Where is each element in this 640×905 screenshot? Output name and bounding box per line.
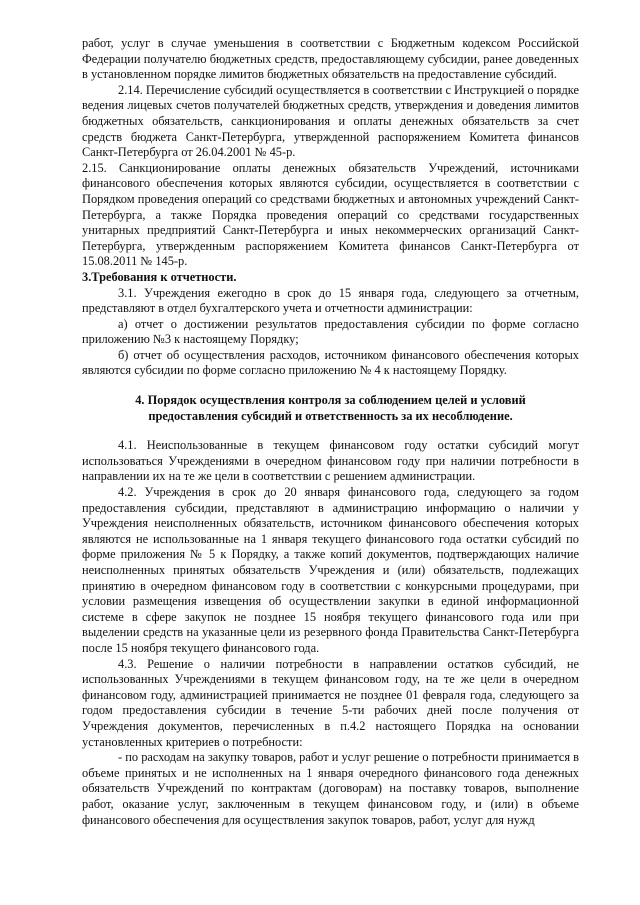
document-page xyxy=(82,36,579,828)
paragraph-2-14: 2.14. Перечисление субсидий осуществляется в соответствии с Инструкцией о порядке ведения лицевых счетов получателей бюджетных средств, утверждения и доведения лимитов бюджетных обязательств, санкционирования и оплаты денежных обязательств за счет средств бюджета Санкт-Петербурга, утвержденной распоряжением Комитета финансов Санкт-Петербурга от 26.04.2001 № 45-р. xyxy=(82,82,579,160)
paragraph-continuation: работ, услуг в случае уменьшения в соответствии с Бюджетным кодексом Российской Федерации получателю бюджетных средств, предоставляющему субсидии, ранее доведенных в установленном порядке лимитов бюджетных обязательств на предоставление субсидий. xyxy=(82,36,579,82)
paragraph-3-1-a: а) отчет о достижении результатов предоставления субсидии по форме согласно приложению №3 к настоящему Порядку; xyxy=(82,316,579,347)
paragraph-3-1-b: б) отчет об осуществления расходов, источником финансового обеспечения которых являются субсидии по форме согласно приложению № 4 к настоящему Порядку. xyxy=(82,347,579,378)
section-4-heading-line2: предоставления субсидий и ответственность за их несоблюдение. xyxy=(148,408,513,423)
paragraph-4-3: 4.3. Решение о наличии потребности в направлении остатков субсидий, не использованных Учреждениями в текущем финансовом году, на те же цели в очередном финансовом году, администрацией принимается не позднее 01 февраля года, следующего за годом предоставления субсидии в течение 5-ти рабочих дней после получения от Учреждения документов, перечисленных в п.4.2 настоящего Порядка на основании установленных критериев о потребности: xyxy=(82,656,579,749)
paragraph-3-1: 3.1. Учреждения ежегодно в срок до 15 января года, следующего за отчетным, представляют в отдел бухгалтерского учета и отчетности администрации: xyxy=(82,285,579,316)
section-4-heading xyxy=(82,393,579,424)
paragraph-4-1: 4.1. Неиспользованные в текущем финансовом году остатки субсидий могут использоваться Учреждениями в очередном финансовом году при наличии потребности в направлении их на те же цели в соответствии с решением администрации. xyxy=(82,438,579,484)
paragraph-4-2: 4.2. Учреждения в срок до 20 января финансового года, следующего за годом предоставления субсидии, представляют в администрацию информацию о наличии у Учреждения неисполненных обязательств, источником финансового обеспечения которых являются не использованные на 1 января текущего финансового года остатки субсидий по форме приложения № 5 к Порядку, а также копий документов, подтверждающих наличие неисполненных принятых обязательств Учреждения и (или) обязательств, подлежащих принятию в очередном финансовом году в соответствии с конкурсными процедурами, при условии размещения извещения об осуществлении закупки в единой информационной системе в сфере закупок не позднее 15 ноября текущего финансового года или при выделении средств на указанные цели из резервного фонда Правительства Санкт-Петербурга после 15 ноября текущего финансового года. xyxy=(82,485,579,655)
section-4-heading-line1: 4. Порядок осуществления контроля за соблюдением целей и условий xyxy=(135,393,526,408)
paragraph-4-3-dash: - по расходам на закупку товаров, работ и услуг решение о потребности принимается в объеме принятых и не исполненных на 1 января очередного финансового года денежных обязательств Учреждений по контрактам (договорам) на поставку товаров, выполнение работ, оказание услуг, заключенным в текущем финансовом году, и (или) в объеме финансового обеспечения для осуществления закупок товаров, работ, услуг для нужд xyxy=(82,750,579,827)
paragraph-2-15: 2.15. Санкционирование оплаты денежных обязательств Учреждений, источниками финансового обеспечения которых являются субсидии, осуществляется в соответствии с Порядком проведения операций со средствами бюджетных и автономных учреждений Санкт-Петербурга, а также Порядка проведения операций со средствами государственных унитарных предприятий Санкт-Петербурга и иных некоммерческих организаций Санкт-Петербурга, утвержденным распоряжением Комитета финансов Санкт-Петербурга от 15.08.2011 № 145-р. xyxy=(82,160,579,269)
section-3-heading: 3.Требования к отчетности. xyxy=(82,269,237,284)
